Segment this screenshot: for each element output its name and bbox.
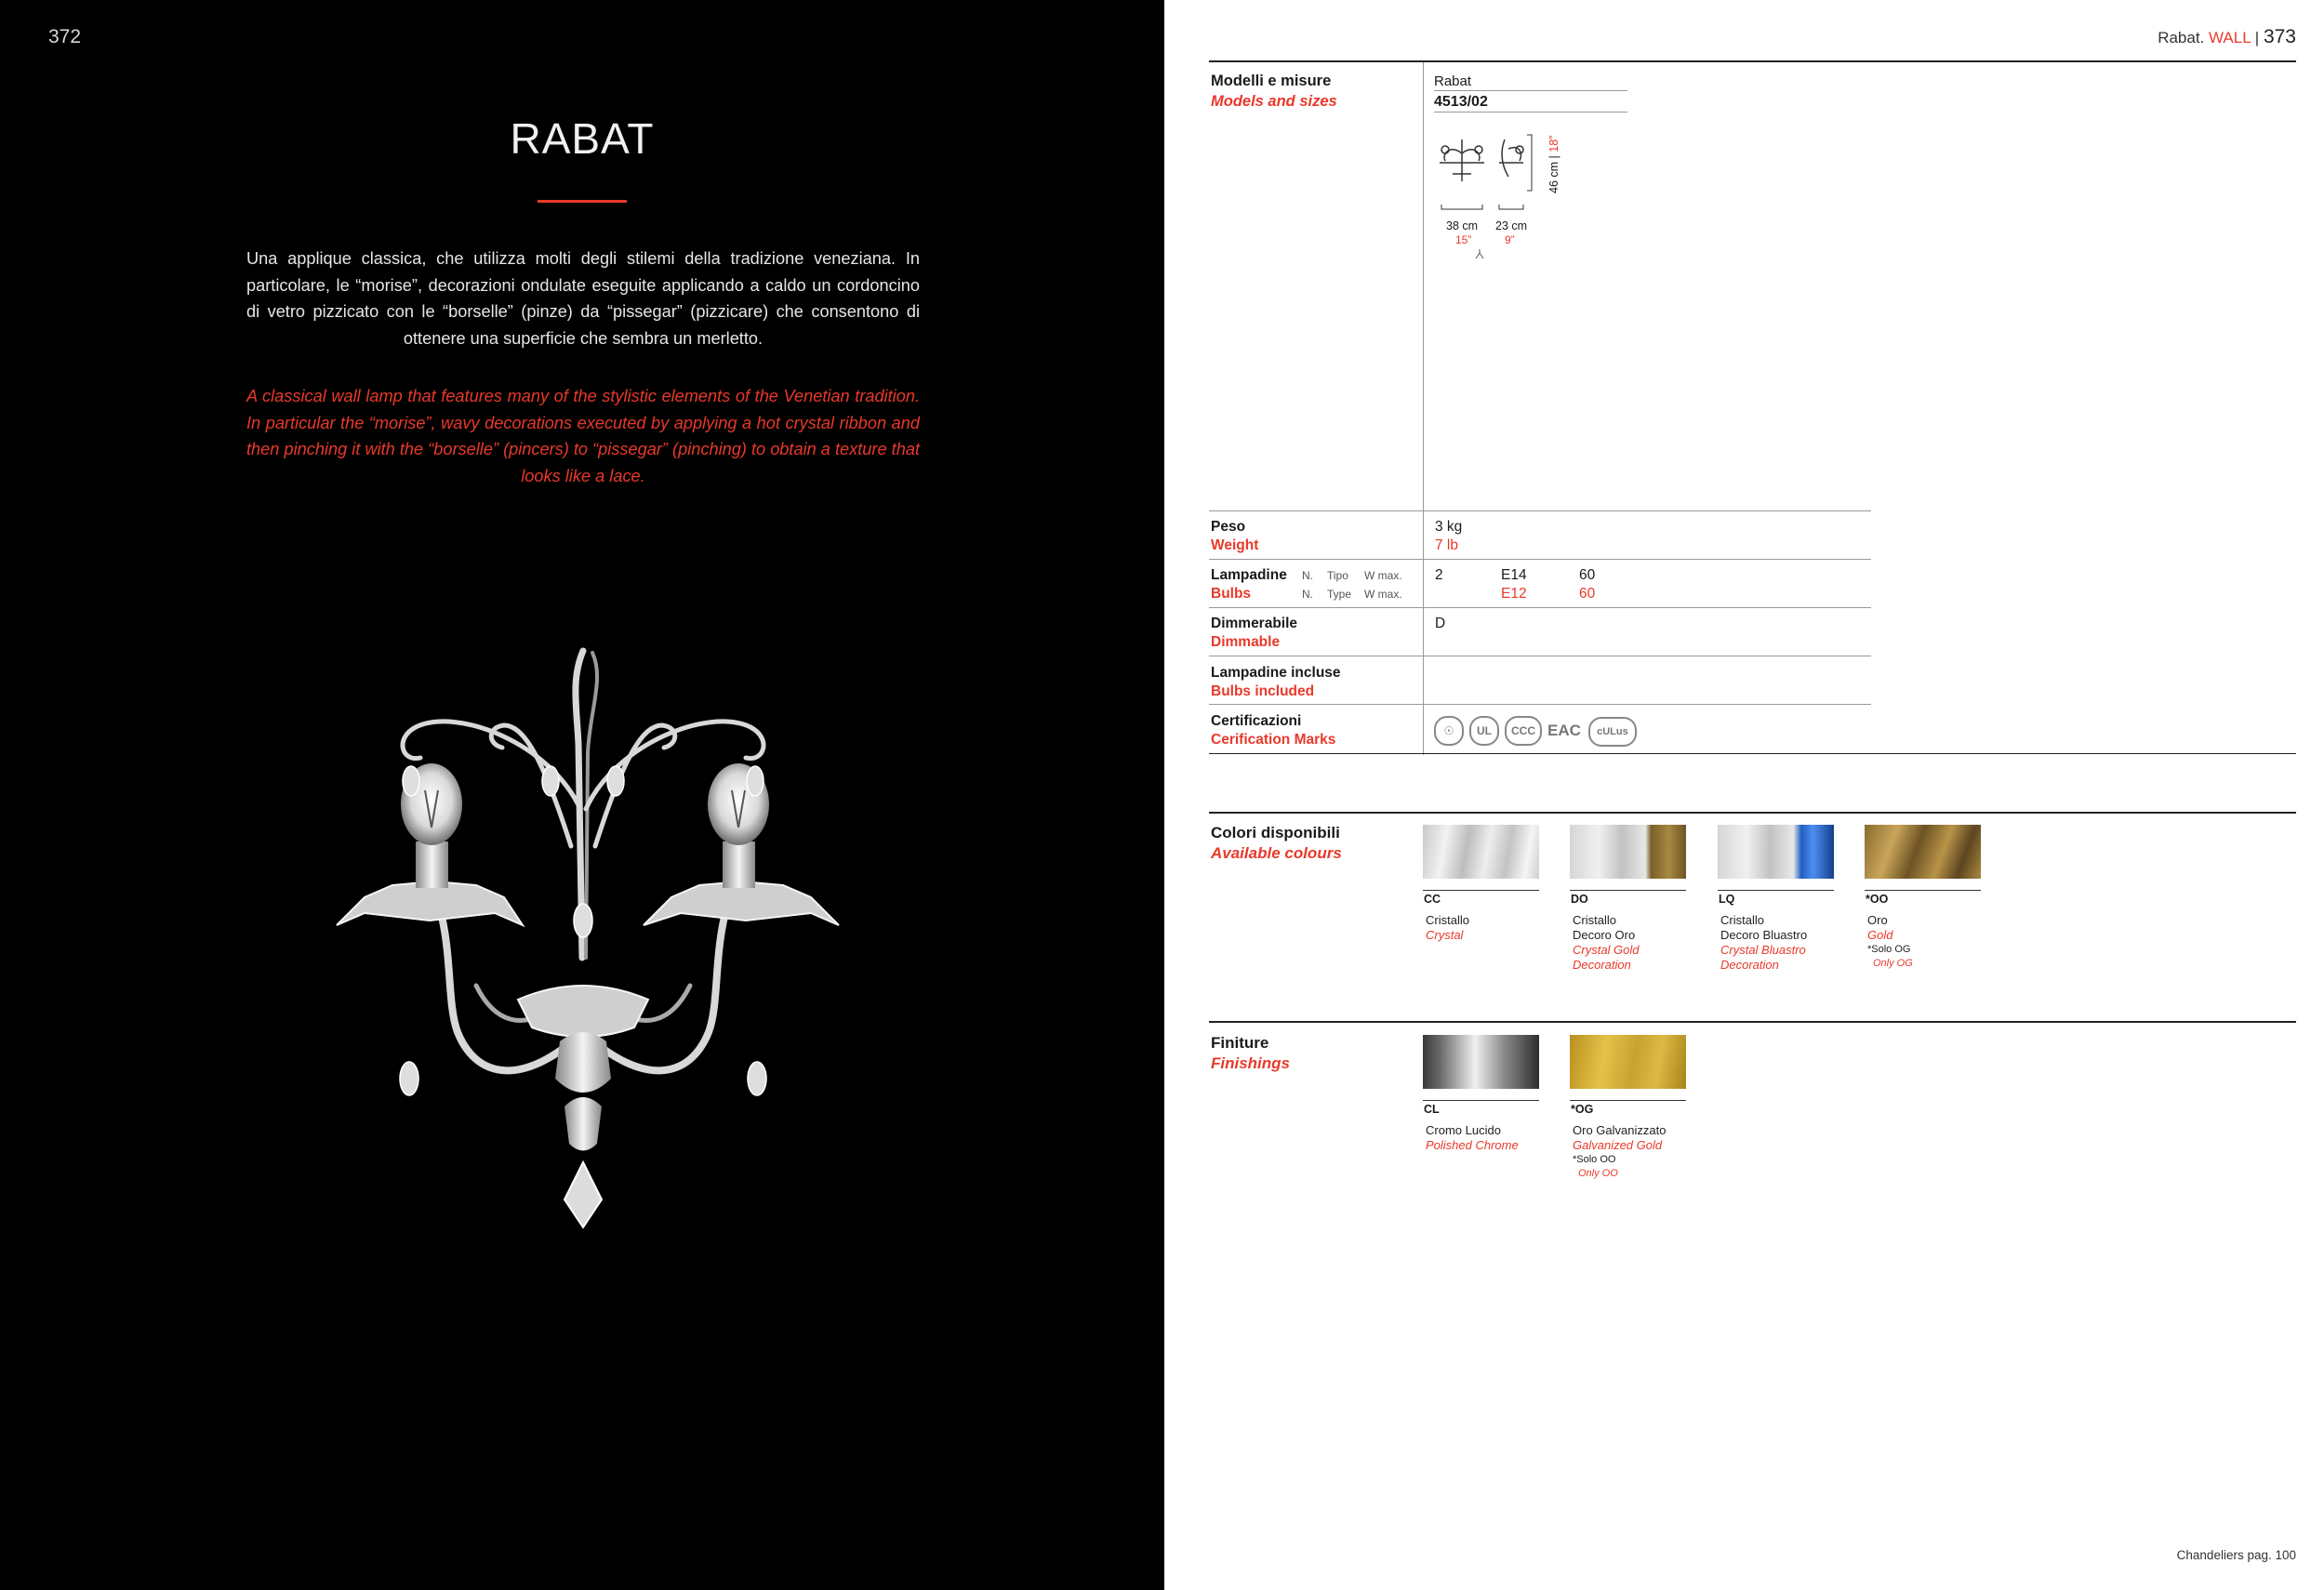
page-number-left: 372: [48, 26, 82, 47]
colour-name-cc: Cristallo: [1426, 913, 1469, 927]
product-title: RABAT: [510, 114, 655, 163]
swatch-cc[interactable]: [1423, 825, 1539, 879]
colour-name-lq: Cristallo: [1720, 913, 1764, 927]
width-in: 15”: [1455, 233, 1472, 246]
height-label: [1547, 136, 1560, 193]
bulbs-w-en: 60: [1579, 586, 1596, 602]
header-separator: |: [2254, 29, 2260, 46]
depth-in: 9”: [1505, 233, 1515, 246]
colour-name-en-oo: Gold: [1867, 928, 1893, 942]
colour-name2-lq: Decoro Bluastro: [1720, 928, 1808, 942]
height-sep: |: [1547, 155, 1560, 159]
description-italian: Una applique classica, che utilizza molti degli stilemi della tradizione veneziana. In particolare, le “morise”, decorazioni ondulate eseguite applicando a caldo un cordoncino di vetro pizzicato con le “borselle” (pinze) da “pissegar” (pizzicare) che consentono di ottenere una superficie che sembra un merletto.: [246, 249, 920, 348]
models-label: Modelli e misure: [1211, 73, 1332, 89]
footer-reference: Chandeliers pag. 100: [2176, 1548, 2296, 1562]
culus-mark-icon: cULus: [1588, 717, 1637, 747]
weight-label-en: Weight: [1211, 537, 1259, 553]
certifications-label-en: Cerification Marks: [1211, 732, 1336, 748]
colour-name2-en-lq: Decoration: [1720, 958, 1779, 972]
bulbs-n: 2: [1435, 567, 1443, 583]
header-product-name: Rabat.: [2158, 29, 2205, 46]
models-label-en: Models and sizes: [1211, 93, 1337, 110]
colour-text-lq: [1720, 913, 1860, 973]
colour-note-en-oo: Only OG: [1873, 958, 1913, 969]
colour-note-oo: *Solo OG: [1867, 944, 1911, 955]
model-rule-1: [1434, 90, 1627, 91]
bulbs-w: 60: [1579, 567, 1596, 583]
bulbs-included-label: Lampadine incluse: [1211, 665, 1341, 681]
specs-bottom-rule: [1209, 753, 2296, 754]
colour-name2-do: Decoro Oro: [1573, 928, 1636, 942]
finishings-label: Finiture: [1211, 1034, 1269, 1052]
top-rule: [1209, 60, 2296, 62]
model-code: 4513/02: [1434, 94, 1488, 110]
finish-name-en-cl: Polished Chrome: [1426, 1138, 1519, 1152]
swatch-cc-rule: [1423, 890, 1539, 891]
dimension-drawing: [1434, 126, 1583, 274]
dimmable-label-en: Dimmable: [1211, 634, 1281, 650]
colour-text-oo: [1867, 913, 2007, 971]
dimmable-rule: [1209, 607, 1871, 608]
finish-note-og: *Solo OO: [1573, 1154, 1616, 1165]
finishings-rule: [1209, 1021, 2296, 1023]
colours-label-en: Available colours: [1211, 844, 1342, 862]
swatch-do[interactable]: [1570, 825, 1686, 879]
swatch-cl-rule: [1423, 1100, 1539, 1101]
swatch-lq[interactable]: [1718, 825, 1834, 879]
colour-code-lq: LQ: [1719, 893, 1735, 906]
colour-name2-en-do: Decoration: [1573, 958, 1631, 972]
bulbs-rule: [1209, 559, 1871, 560]
description-english: A classical wall lamp that features many of the stylistic elements of the Venetian tradition. In particular the “morise”, wavy decorations executed by applying a hot crystal ribbon and then pinching it with the “borselle” (pincers) to “pissegar” (pinching) to obtain a texture that looks like a lace.: [246, 387, 920, 485]
finish-text-cl: [1426, 1123, 1565, 1153]
certifications-rule: [1209, 704, 1871, 705]
colour-name-en-cc: Crystal: [1426, 928, 1464, 942]
swatch-cl[interactable]: [1423, 1035, 1539, 1089]
colour-name-en-do: Crystal Gold: [1573, 943, 1640, 957]
eac-mark-icon: EAC: [1547, 721, 1581, 739]
finish-name-og: Oro Galvanizzato: [1573, 1123, 1667, 1137]
dimmable-value: D: [1435, 616, 1446, 631]
colour-code-do: DO: [1571, 893, 1588, 906]
finish-text-og: [1573, 1123, 1712, 1181]
header-category: WALL: [2209, 29, 2251, 46]
bulbs-col-w-en: W max.: [1364, 588, 1402, 601]
finish-name-en-og: Galvanized Gold: [1573, 1138, 1663, 1152]
page-number-right: 373: [2263, 26, 2296, 47]
swatch-oo[interactable]: [1865, 825, 1981, 879]
ul-mark-icon: UL: [1469, 716, 1499, 746]
bulbs-col-type: Tipo: [1327, 569, 1348, 582]
weight-value-en: 7 lb: [1435, 537, 1458, 553]
approval-mark-icon: ☉: [1434, 716, 1464, 746]
finish-code-cl: CL: [1424, 1103, 1440, 1116]
colour-name-en-lq: Crystal Bluastro: [1720, 943, 1806, 957]
running-header: [2158, 26, 2296, 48]
colours-rule: [1209, 812, 2296, 814]
wall-lamp-photo: [244, 642, 923, 1274]
finish-name-cl: Cromo Lucido: [1426, 1123, 1501, 1137]
right-page: [1164, 0, 2324, 1590]
swatch-og[interactable]: [1570, 1035, 1686, 1089]
bulbs-col-n-en: N.: [1302, 588, 1313, 601]
certification-marks: [1434, 716, 1642, 747]
certifications-label: Certificazioni: [1211, 713, 1302, 729]
colour-text-cc: [1426, 913, 1565, 943]
height-cm: 46 cm: [1547, 161, 1560, 193]
title-underline: [538, 200, 627, 203]
colour-name-oo: Oro: [1867, 913, 1888, 927]
bulbs-type: E14: [1501, 567, 1527, 583]
bulbs-col-w: W max.: [1364, 569, 1402, 582]
swatch-do-rule: [1570, 890, 1686, 891]
depth-cm: 23 cm: [1495, 219, 1528, 232]
colour-code-oo: *OO: [1866, 893, 1889, 906]
bulbs-col-n: N.: [1302, 569, 1313, 582]
weight-label: Peso: [1211, 519, 1246, 535]
wall-mount-icon: [1476, 249, 1483, 258]
bulbs-label: Lampadine: [1211, 567, 1287, 583]
colour-name-do: Cristallo: [1573, 913, 1616, 927]
height-in: 18”: [1547, 135, 1560, 152]
finish-note-en-og: Only OO: [1578, 1168, 1618, 1179]
weight-value: 3 kg: [1435, 519, 1463, 535]
bulbs-col-type-en: Type: [1327, 588, 1352, 601]
bulbs-type-en: E12: [1501, 586, 1527, 602]
colours-label: Colori disponibili: [1211, 824, 1340, 841]
dimmable-label: Dimmerabile: [1211, 616, 1298, 631]
column-divider: [1423, 62, 1424, 755]
colour-code-cc: CC: [1424, 893, 1441, 906]
width-cm: 38 cm: [1446, 219, 1479, 232]
weight-rule: [1209, 510, 1871, 511]
swatch-og-rule: [1570, 1100, 1686, 1101]
swatch-lq-rule: [1718, 890, 1834, 891]
model-name: Rabat: [1434, 73, 1472, 89]
finish-code-og: *OG: [1571, 1103, 1594, 1116]
swatch-oo-rule: [1865, 890, 1981, 891]
finishings-label-en: Finishings: [1211, 1054, 1290, 1072]
ccc-mark-icon: CCC: [1505, 716, 1542, 746]
bulbs-included-label-en: Bulbs included: [1211, 683, 1315, 699]
bulbs-label-en: Bulbs: [1211, 586, 1252, 602]
model-rule-2: [1434, 112, 1627, 113]
colour-text-do: [1573, 913, 1712, 973]
